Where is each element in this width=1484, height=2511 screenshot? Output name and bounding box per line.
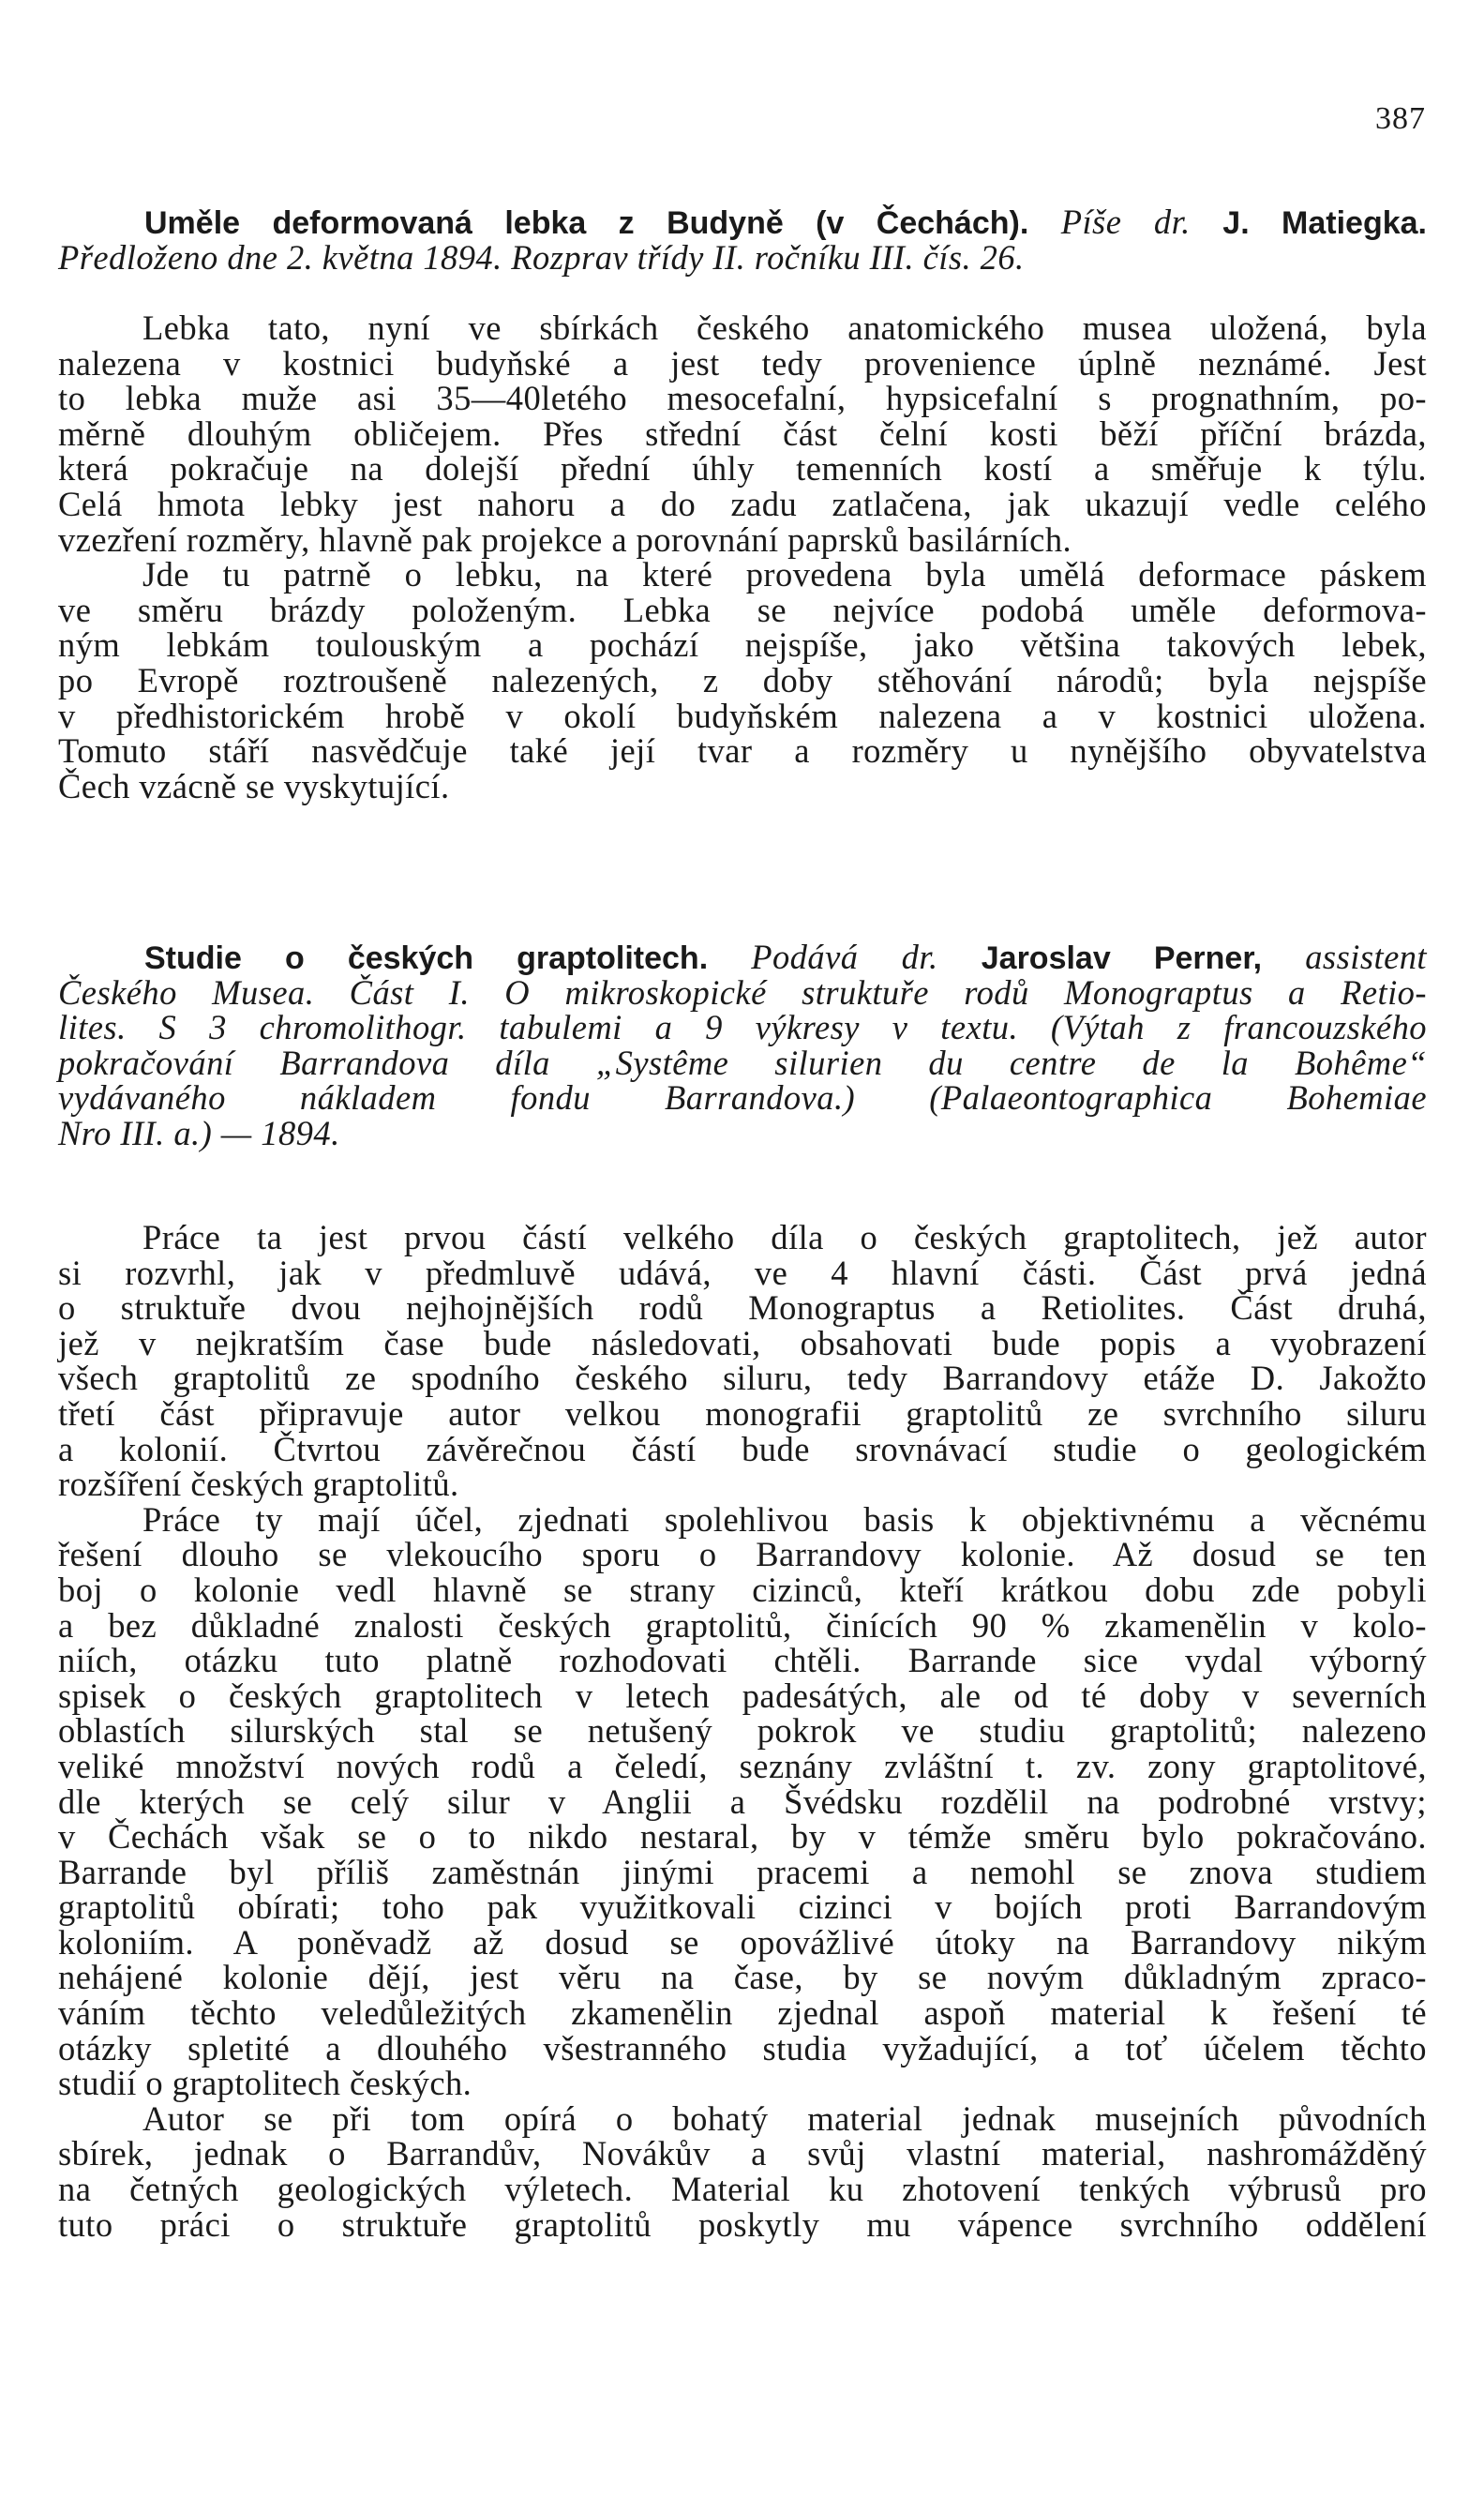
title-line (58, 1045, 1427, 1081)
text-line: spisek o českých graptolitech v letech padesátých, ale od té doby v severních (58, 1676, 1427, 1715)
article-2-title (58, 940, 1427, 1151)
text-line: veliké množství nových rodů a čeledí, seznány zvláštní t. zv. zony graptolitové, (58, 1746, 1427, 1785)
text-line: po Evropě roztroušeně nalezených, z doby stěhování národů; byla nejspíše (58, 660, 1427, 699)
paragraph (58, 2098, 1427, 2244)
text-line: Práce ty mají účel, zjednati spolehlivou basis k objektivnému a věcnému (142, 1499, 1427, 1539)
text-line: na četných geologických výletech. Material ku zhotovení tenkých výbrusů pro (58, 2170, 1427, 2209)
text-line: a kolonií. Čtvrtou závěrečnou částí bude srovnávací studie o geologickém (58, 1429, 1427, 1468)
text-line: a bez důkladné znalosti českých graptolitů, činících 90 % zkamenělin v kolo- (58, 1605, 1427, 1645)
text-line: si rozvrhl, jak v předmluvě udává, ve 4 hlavní části. Část prvá jedná (58, 1253, 1427, 1292)
text-line: ve směru brázdy položeným. Lebka se nejvíce podobá uměle deformova- (58, 590, 1427, 629)
text-line: dle kterých se celý silur v Anglii a Švédsku rozdělil na podrobné vrstvy; (58, 1782, 1427, 1821)
page-number: 387 (1375, 101, 1426, 136)
title-bold-run: Jaroslav Perner, (981, 940, 1306, 976)
text-line: o struktuře dvou nejhojnějších rodů Monograptus a Retiolites. Část druhá, (58, 1288, 1427, 1328)
text-line: Barrande byl příliš zaměstnán jinými pracemi a nemohl se znova studiem (58, 1852, 1427, 1891)
paragraph (58, 1499, 1427, 2103)
text-line: Tomuto stáří nasvědčuje také její tvar a rozměry u nynějšího obyvatelstva (58, 731, 1427, 771)
title-italic-run: Píše dr. (1060, 203, 1223, 241)
text-line: graptolitů obírati; toho pak využitkovali cizinci v bojích proti Barrandovým (58, 1887, 1427, 1927)
title-line (58, 1113, 1427, 1152)
text-line: v Čechách však se o to nikdo nestaral, by v témže směru bylo pokračováno. (58, 1817, 1427, 1857)
text-line: řešení dlouho se vlekoucího sporu o Barrandovy kolonie. Až dosud se ten (58, 1535, 1427, 1574)
paragraph (58, 1220, 1427, 1502)
text-line: všech graptolitů ze spodního českého siluru, tedy Barrandovy etáže D. Jakožto (58, 1359, 1427, 1398)
title-italic-run: vydávaného nákladem fondu Barrandova.) (Palaeontographica Bohemiae (58, 1078, 1427, 1118)
title-italic-run: Předloženo dne 2. května 1894. Rozprav třídy II. ročníku III. čís. 26. (58, 237, 1025, 277)
title-italic-run: Českého Musea. Část I. O mikroskopické struktuře rodů Monograptus a Retio- (58, 972, 1427, 1012)
text-line: ným lebkám toulouským a pochází nejspíše, jako většina takových lebek, (58, 625, 1427, 665)
text-line: Celá hmota lebky jest nahoru a do zadu zatlačena, jak ukazují vedle celého (58, 484, 1427, 523)
title-bold-run: J. Matiegka. (1222, 205, 1427, 241)
title-italic-run: assistent (1305, 938, 1428, 976)
text-line: oblastích silurských stal se netušený pokrok ve studiu graptolitů; nalezeno (58, 1711, 1427, 1751)
text-line: to lebka muže asi 35—40letého mesocefalní, hypsicefalní s prognathním, po- (58, 379, 1427, 418)
title-bold-run: Uměle deformovaná lebka z Budyně (v Čechách). (144, 205, 1061, 241)
text-line: v předhistorickém hrobě v okolí budyňském nalezena a v kostnici uložena. (58, 696, 1427, 735)
text-line: Čech vzácně se vyskytující. (58, 766, 450, 805)
article-1-body (58, 310, 1427, 804)
article-1-title (58, 204, 1427, 275)
text-line: třetí část připravuje autor velkou monografii graptolitů ze svrchního siluru (58, 1393, 1427, 1433)
text-line: jež v nejkratším čase bude následovati, obsahovati bude popis a vyobrazení (58, 1323, 1427, 1362)
title-line (58, 972, 1427, 1012)
text-line: vzezření rozměry, hlavně pak projekce a porovnání paprsků basilárních. (58, 519, 1072, 559)
text-line: niích, otázku tuto platně rozhodovati chtěli. Barrande sice vydal výborný (58, 1641, 1427, 1680)
text-line: sbírek, jednak o Barrandův, Novákův a svůj vlastní material, nashromážděný (58, 2134, 1427, 2173)
text-line: Lebka tato, nyní ve sbírkách českého anatomického musea uložená, byla (142, 308, 1427, 347)
text-line: která pokračuje na dolejší přední úhly temenních kostí a směřuje k týlu. (58, 449, 1427, 489)
title-italic-run: pokračování Barrandova díla „Systême silurien du centre de la Bohême“ (58, 1043, 1427, 1082)
text-line: boj o kolonie vedl hlavně se strany cizinců, kteří krátkou dobu zde pobyli (58, 1570, 1427, 1609)
text-line: otázky spletité a dlouhého všestranného studia vyžadující, a toť účelem těchto (58, 2028, 1427, 2067)
text-line: váním těchto veledůležitých zkamenělin zjednal aspoň material k řešení té (58, 1993, 1427, 2033)
article-2-body (58, 1220, 1427, 2242)
text-line: Autor se při tom opírá o bohatý material jednak musejních původních (142, 2098, 1427, 2138)
title-italic-run: Nro III. a.) — 1894. (58, 1113, 340, 1152)
title-line (58, 204, 1427, 240)
text-line: koloniím. A poněvadž až dosud se opovážlivé útoky na Barrandovy nikým (58, 1922, 1427, 1962)
text-line: nalezena v kostnici budyňské a jest tedy provenience úplně neznámé. Jest (58, 343, 1427, 383)
title-italic-run: Podává dr. (751, 938, 982, 976)
text-line: měrně dlouhým obličejem. Přes střední část čelní kosti běží příční brázda, (58, 413, 1427, 453)
text-line: Práce ta jest prvou částí velkého díla o českých graptolitech, jež autor (142, 1218, 1427, 1256)
paragraph (58, 557, 1427, 804)
title-line (58, 237, 1427, 277)
text-line: rozšíření českých graptolitů. (58, 1465, 459, 1504)
text-line: Jde tu patrně o lebku, na které provedena byla umělá deformace páskem (142, 555, 1427, 594)
title-line (58, 1010, 1427, 1045)
title-italic-run: lites. S 3 chromolithogr. tabulemi a 9 výkresy v textu. (Výtah z francouzského (58, 1008, 1427, 1047)
paragraph (58, 310, 1427, 557)
text-line: tuto práci o struktuře graptolitů poskytly mu vápence svrchního oddělení (58, 2204, 1427, 2244)
text-line: nehájené kolonie dějí, jest věru na čase, by se novým důkladným zpraco- (58, 1958, 1427, 1997)
title-line (58, 1080, 1427, 1116)
text-line: studií o graptolitech českých. (58, 2064, 472, 2103)
title-bold-run: Studie o českých graptolitech. (144, 940, 752, 976)
title-line (58, 940, 1427, 975)
